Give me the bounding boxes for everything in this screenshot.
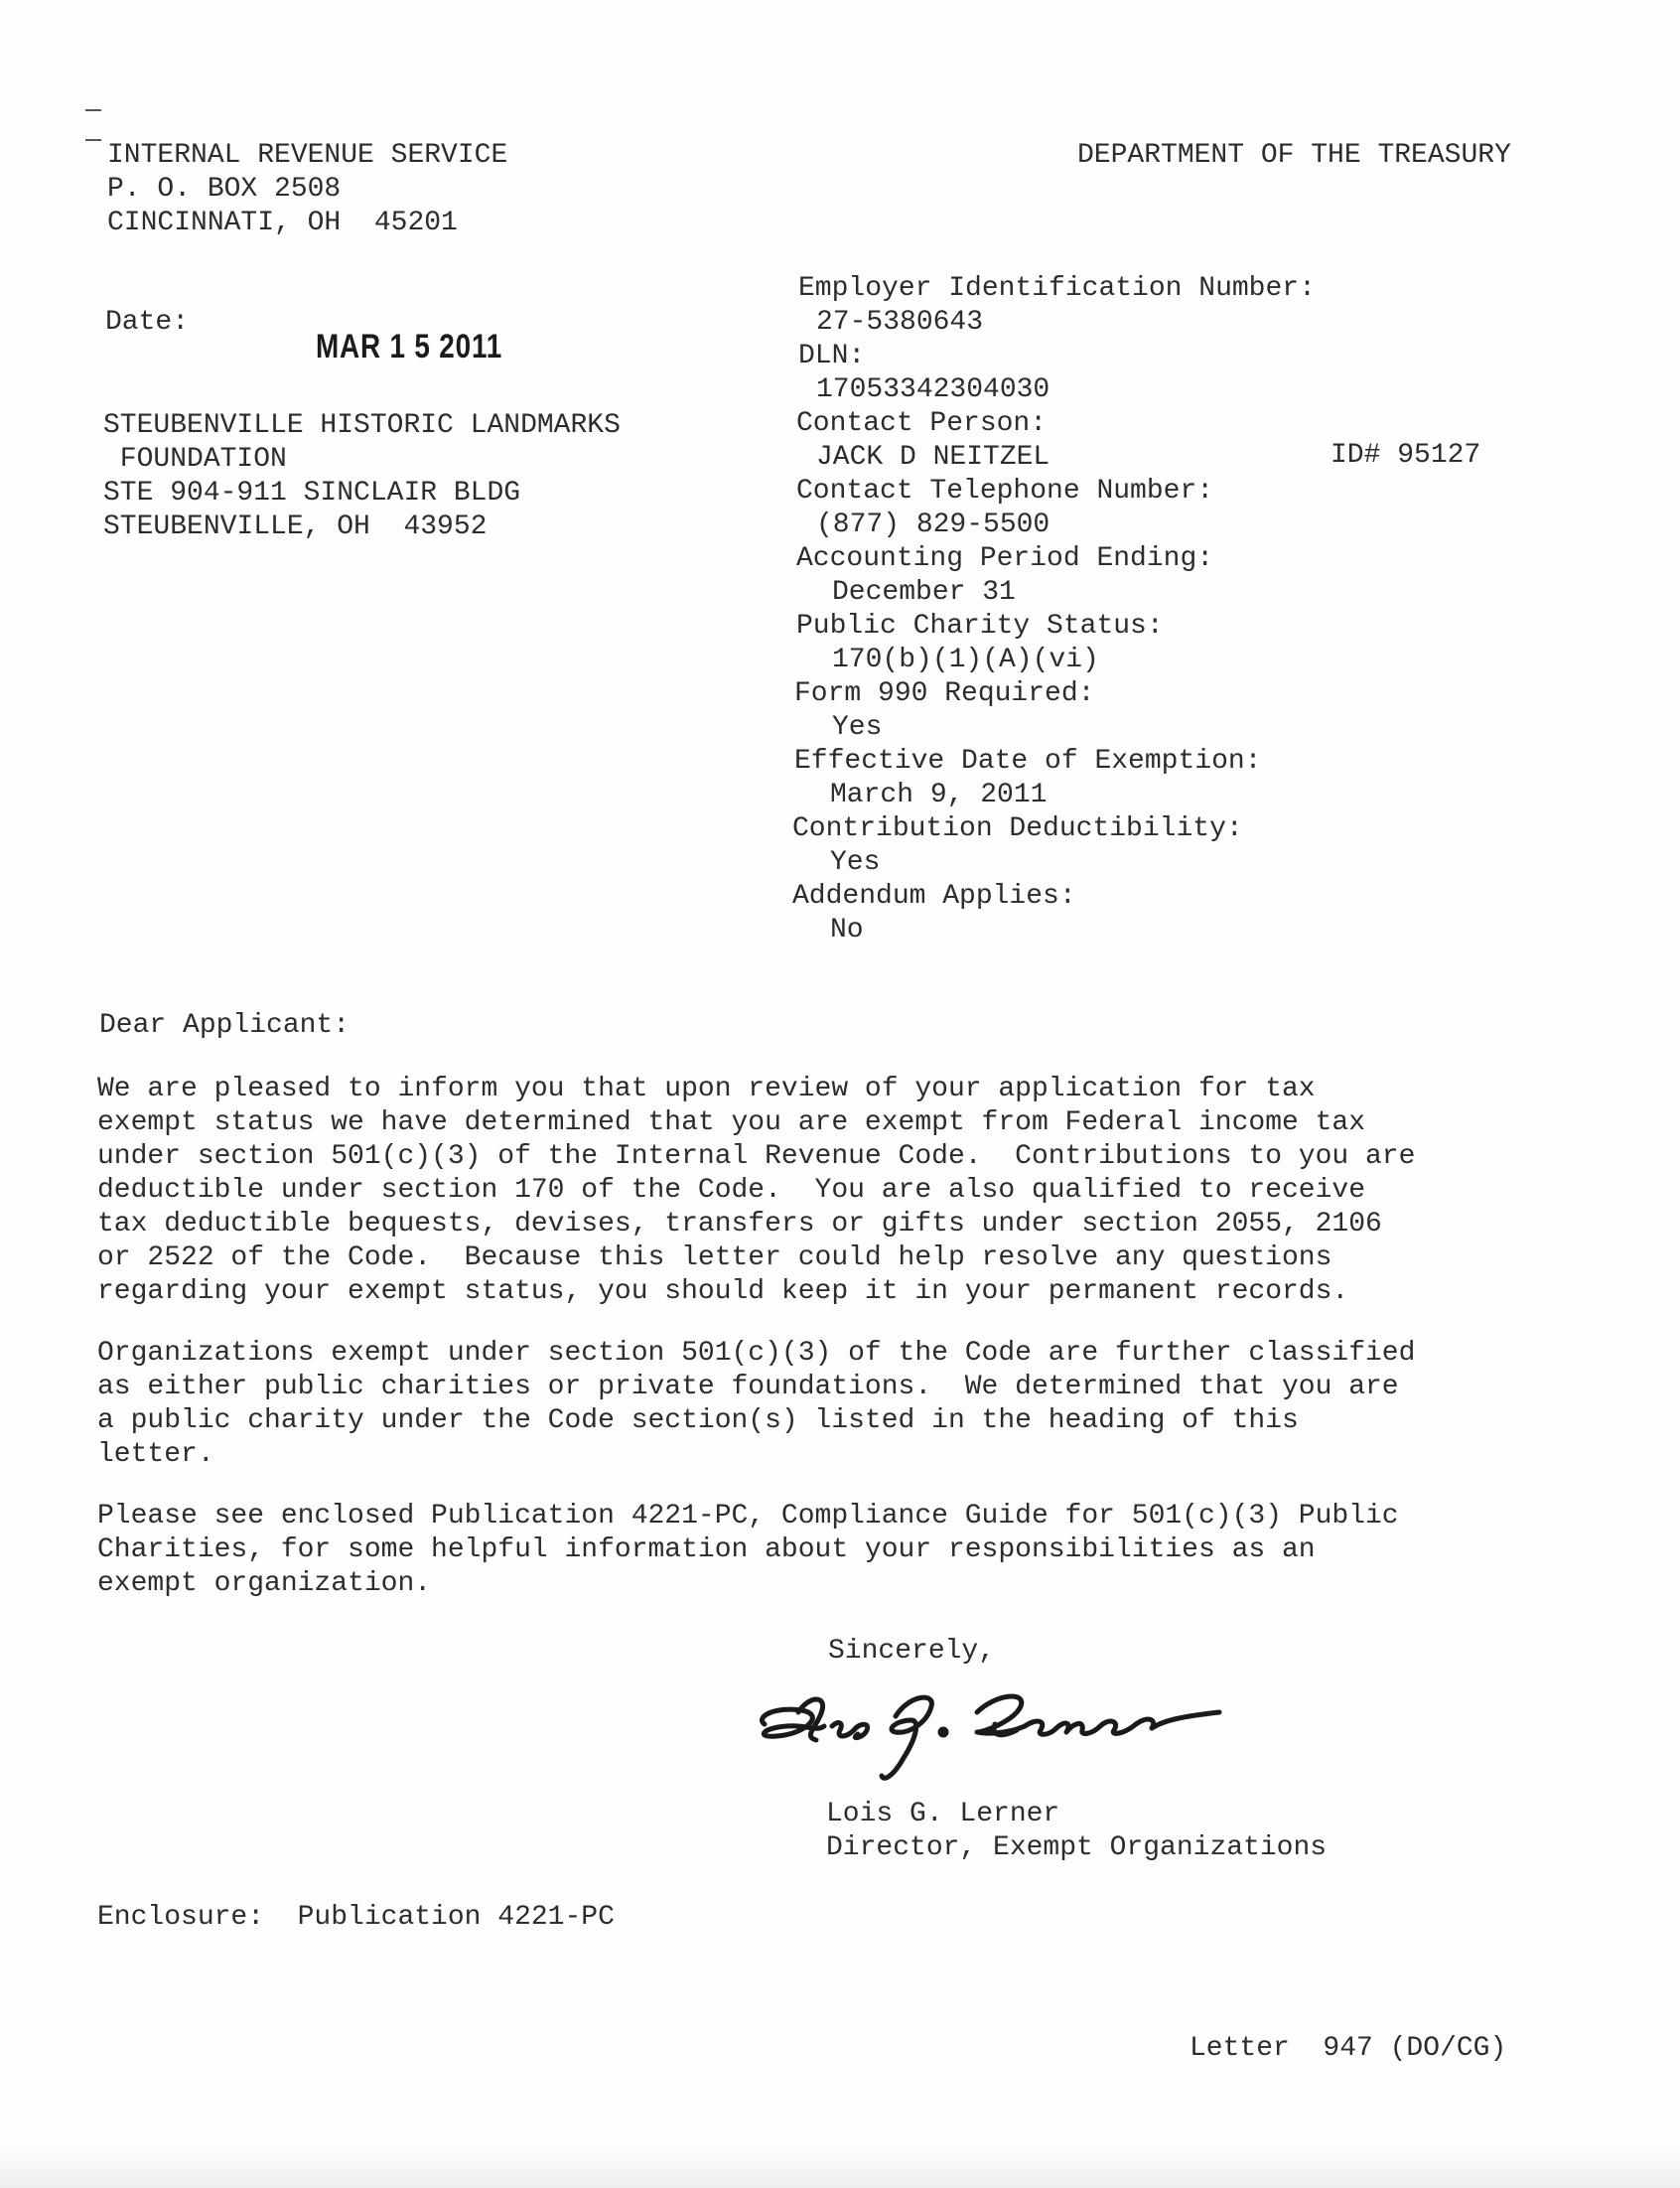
paragraph-line: as either public charities or private foundations. We determined that you are: [97, 1372, 1399, 1402]
phone-value: (877) 829-5500: [816, 510, 1050, 540]
recipient-line4: STEUBENVILLE, OH 43952: [103, 511, 488, 542]
paragraph-line: exempt status we have determined that you are exempt from Federal income tax: [97, 1107, 1366, 1138]
dln-label: DLN:: [798, 341, 866, 371]
paragraph-line: exempt organization.: [97, 1568, 432, 1599]
paragraph-line: tax deductible bequests, devises, transfers or gifts under section 2055, 2106: [97, 1209, 1382, 1240]
effective-date-label: Effective Date of Exemption:: [794, 746, 1262, 777]
dln-value: 17053342304030: [816, 374, 1050, 405]
margin-mark: [85, 109, 101, 111]
sender-address-line2: CINCINNATI, OH 45201: [107, 208, 458, 238]
salutation: Dear Applicant:: [99, 1010, 350, 1041]
paragraph-line: deductible under section 170 of the Code. You are also qualified to receive: [97, 1175, 1366, 1206]
contact-person-label: Contact Person:: [796, 408, 1048, 439]
paragraph-line: Please see enclosed Publication 4221-PC, Compliance Guide for 501(c)(3) Public: [97, 1501, 1399, 1532]
recipient-line1: STEUBENVILLE HISTORIC LANDMARKS: [103, 410, 621, 441]
paragraph-line: Organizations exempt under section 501(c)(3) of the Code are further classified: [97, 1338, 1416, 1369]
charity-status-label: Public Charity Status:: [796, 611, 1164, 642]
deductibility-label: Contribution Deductibility:: [792, 813, 1243, 844]
phone-label: Contact Telephone Number:: [796, 476, 1214, 507]
accounting-period-label: Accounting Period Ending:: [796, 543, 1214, 574]
department-name: DEPARTMENT OF THE TREASURY: [1077, 140, 1511, 171]
sender-address-line1: P. O. BOX 2508: [107, 174, 342, 205]
scan-edge: [0, 2148, 1680, 2188]
recipient-line2: FOUNDATION: [103, 444, 287, 475]
date-stamp: MAR 1 5 2011: [316, 328, 503, 365]
form990-value: Yes: [832, 712, 883, 743]
recipient-line3: STE 904-911 SINCLAIR BLDG: [103, 478, 521, 509]
charity-status-value: 170(b)(1)(A)(vi): [832, 645, 1099, 675]
paragraph-line: regarding your exempt status, you should keep it in your permanent records.: [97, 1276, 1349, 1307]
sender-name: INTERNAL REVENUE SERVICE: [107, 140, 508, 171]
effective-date-value: March 9, 2011: [830, 780, 1048, 810]
date-label: Date:: [105, 307, 190, 338]
addendum-label: Addendum Applies:: [792, 881, 1076, 912]
paragraph-line: a public charity under the Code section(s) listed in the heading of this: [97, 1405, 1299, 1436]
addendum-value: No: [830, 915, 864, 946]
form990-label: Form 990 Required:: [794, 678, 1095, 709]
signature-image: [747, 1677, 1243, 1806]
signer-title: Director, Exempt Organizations: [826, 1832, 1328, 1863]
paragraph-line: Charities, for some helpful information about your responsibilities as an: [97, 1534, 1316, 1565]
margin-mark: [85, 139, 101, 141]
letter-form-code: Letter 947 (DO/CG): [1190, 2033, 1507, 2064]
deductibility-value: Yes: [830, 847, 881, 878]
ein-value: 27-5380643: [816, 307, 984, 338]
paragraph-line: or 2522 of the Code. Because this letter could help resolve any questions: [97, 1242, 1332, 1273]
paragraph-line: letter.: [97, 1439, 214, 1470]
ein-label: Employer Identification Number:: [798, 273, 1316, 304]
enclosure-note: Enclosure: Publication 4221-PC: [97, 1902, 615, 1933]
contact-person-value: JACK D NEITZEL: [816, 442, 1050, 473]
contact-id: ID# 95127: [1330, 440, 1481, 471]
paragraph-line: We are pleased to inform you that upon review of your application for tax: [97, 1074, 1316, 1104]
accounting-period-value: December 31: [832, 577, 1016, 608]
valediction: Sincerely,: [828, 1636, 996, 1667]
signer-name: Lois G. Lerner: [826, 1799, 1060, 1829]
paragraph-line: under section 501(c)(3) of the Internal Revenue Code. Contributions to you are: [97, 1141, 1416, 1172]
